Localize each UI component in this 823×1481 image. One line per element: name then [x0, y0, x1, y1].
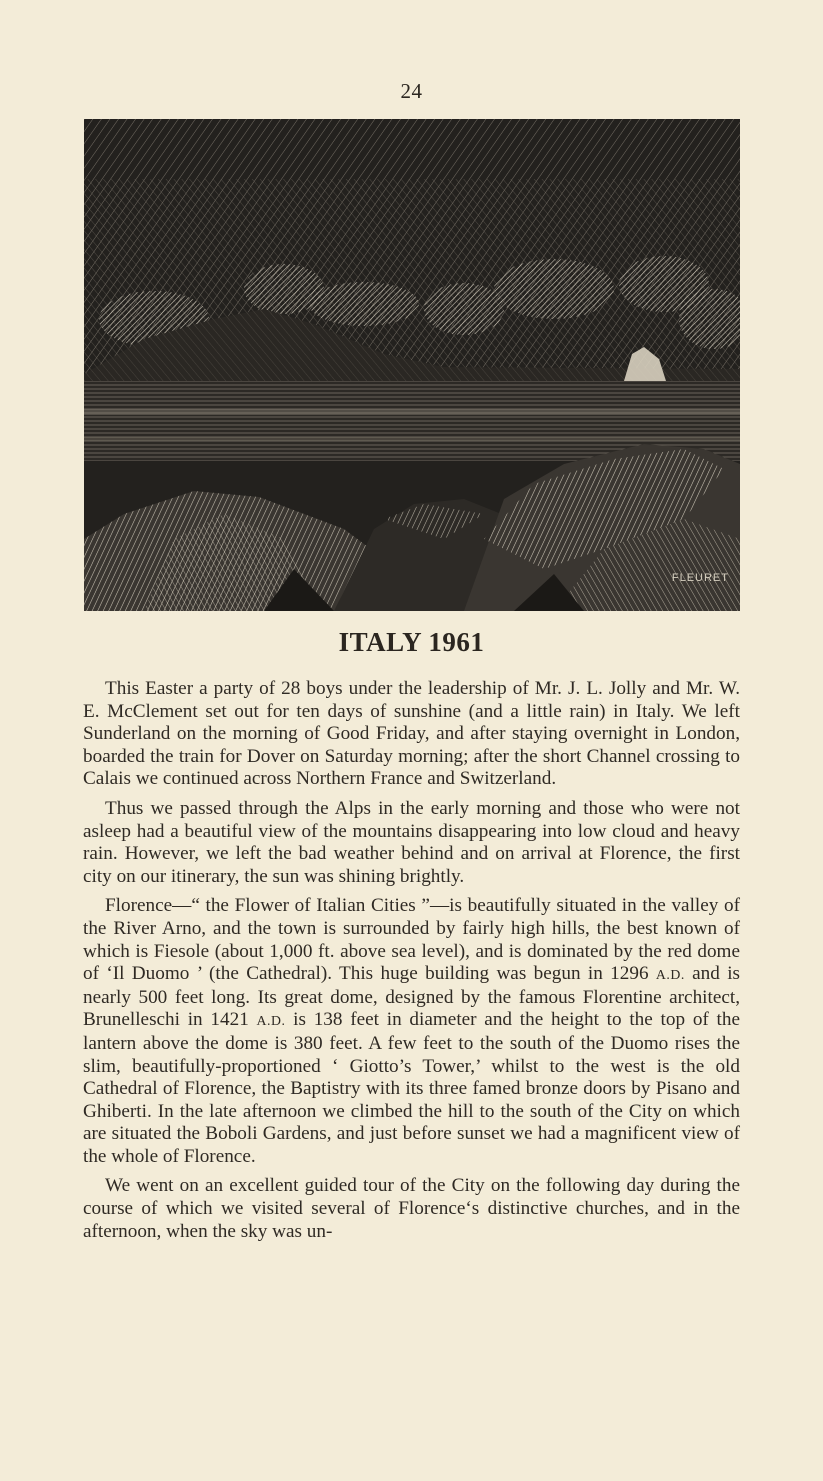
paragraph-2: Thus we passed through the Alps in the early morning and those who were not asleep had a beautiful view of the mountains disappearing into low cloud and heavy rain. However, we left the bad weather behind and on arrival at Florence, the first city on our itinerary, the sun was shining brightly.	[83, 797, 740, 887]
era-abbreviation: A.D.	[256, 1013, 286, 1029]
page-number: 24	[400, 79, 423, 103]
engraving-artwork	[84, 119, 740, 611]
paragraph-3	[83, 895, 740, 1168]
article-title: ITALY 1961	[338, 627, 485, 657]
article-body	[83, 678, 740, 1250]
paragraph-3-part-1: Florence—“ the Flower of Italian Cities ”—is beautifully situated in the valley of the River Arno, and the town is surrounded by fairly high hills, the best known of which is Fiesole (about 1,000 ft. above sea level), and is dominated by the red dome of ‘Il Duomo ’ (the Cathedral). This huge building was begun in 1296	[83, 895, 740, 985]
paragraph-4: We went on an excellent guided tour of the City on the following day during the course of which we visited several of Florence‘s distinctive churches, and in the afternoon, when the sky was un-	[83, 1175, 740, 1242]
artist-signature: FLEURET	[671, 572, 729, 584]
wood-engraving-illustration	[84, 119, 740, 611]
era-abbreviation: A.D.	[655, 967, 685, 983]
paragraph-3-part-3: is 138 feet in diameter and the height to the top of the lantern above the dome is 380 feet. A few feet to the south of the Duomo rises the slim, beautifully-proportioned ‘ Giotto’s Tower,’ whilst to the west is the old Cathedral of Florence, the Baptistry with its three famed bronze doors by Pisano and Ghiberti. In the late afternoon we climbed the hill to the south of the City on which are situated the Boboli Gardens, and just before sunset we had a magnificent view of the whole of Florence.	[83, 1009, 740, 1167]
paragraph-1: This Easter a party of 28 boys under the leadership of Mr. J. L. Jolly and Mr. W. E. McClement set out for ten days of sunshine (and a little rain) in Italy. We left Sunderland on the morning of Good Friday, and after staying overnight in London, boarded the train for Dover on Saturday morning; after the short Channel crossing to Calais we continued across Northern France and Switzerland.	[83, 678, 740, 790]
paragraph-3-part-2: and is nearly 500 feet long. Its great dome, designed by the famous Florentine architect, Brunelleschi in 1421	[83, 963, 740, 1031]
